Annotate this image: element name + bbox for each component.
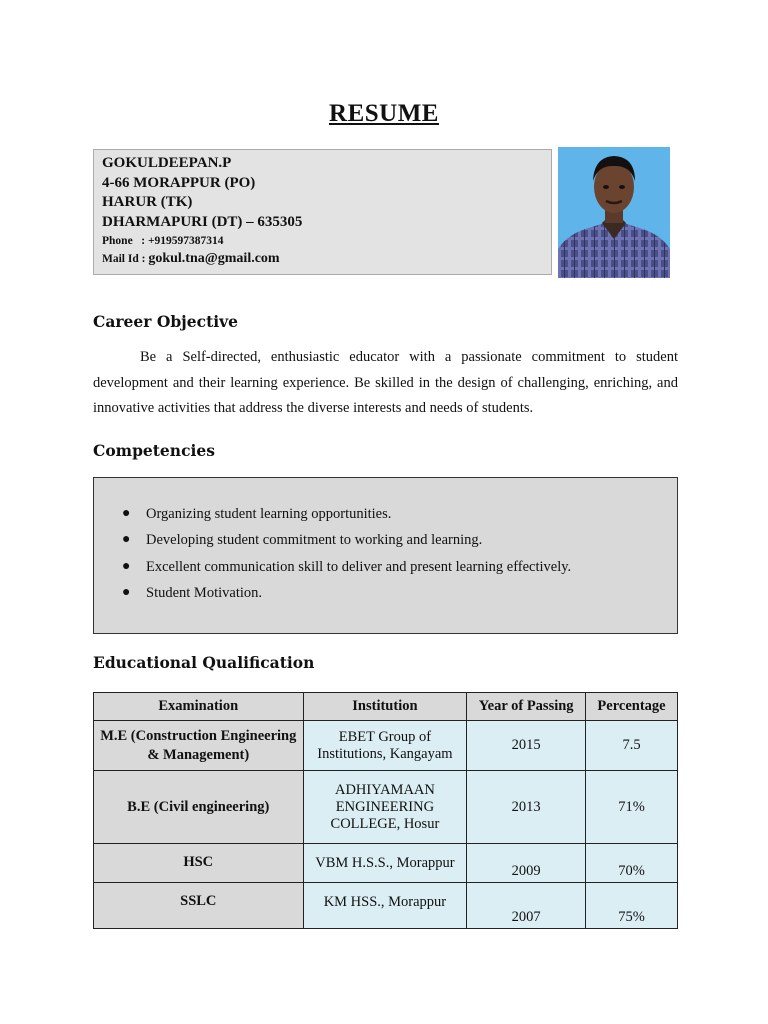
year-cell: 2007 xyxy=(467,883,586,929)
competencies-box xyxy=(93,477,678,634)
address-line-3: DHARMAPURI (DT) – 635305 xyxy=(102,213,303,230)
list-item: ● Organizing student learning opportunities. xyxy=(94,501,571,527)
percentage-cell: 71% xyxy=(586,771,678,844)
header-year: Year of Passing xyxy=(467,693,586,721)
career-objective-text xyxy=(93,345,678,422)
education-table xyxy=(93,692,678,929)
header-institution: Institution xyxy=(303,693,467,721)
institution-cell: ADHIYAMAAN ENGINEERING COLLEGE, Hosur xyxy=(303,771,467,844)
career-objective-heading: Career Objective xyxy=(93,312,238,331)
exam-cell: HSC xyxy=(94,844,304,883)
exam-cell: M.E (Construction Engineering & Management) xyxy=(94,721,304,771)
percentage-cell: 75% xyxy=(586,883,678,929)
address-line-1: 4-66 MORAPPUR (PO) xyxy=(102,174,256,191)
competencies-heading: Competencies xyxy=(93,441,215,460)
bullet-icon: ● xyxy=(122,584,131,600)
mail-value: gokul.tna@gmail.com xyxy=(148,251,280,266)
phone-value: +919597387314 xyxy=(148,235,224,247)
profile-photo xyxy=(558,147,670,278)
header-percentage: Percentage xyxy=(586,693,678,721)
header-examination: Examination xyxy=(94,693,304,721)
table-header-row xyxy=(94,693,678,721)
year-cell: 2015 xyxy=(467,721,586,771)
resume-title: RESUME xyxy=(329,100,439,127)
institution-cell: VBM H.S.S., Morappur xyxy=(303,844,467,883)
list-item: ● Student Motivation. xyxy=(94,580,571,606)
table-row xyxy=(94,844,678,883)
phone-label: Phone : xyxy=(102,235,146,247)
bullet-icon: ● xyxy=(122,532,131,548)
mail-label: Mail Id : xyxy=(102,253,146,265)
competencies-list xyxy=(94,501,571,606)
exam-cell: B.E (Civil engineering) xyxy=(94,771,304,844)
address-line-2: HARUR (TK) xyxy=(102,194,193,210)
percentage-cell: 7.5 xyxy=(586,721,678,771)
table-row xyxy=(94,883,678,929)
year-cell: 2009 xyxy=(467,844,586,883)
table-row xyxy=(94,771,678,844)
list-item: ● Developing student commitment to working and learning. xyxy=(94,527,571,553)
bullet-icon: ● xyxy=(122,558,131,574)
year-cell: 2013 xyxy=(467,771,586,844)
list-item: ● Excellent communication skill to deliver and present learning effectively. xyxy=(94,554,571,580)
institution-cell: EBET Group of Institutions, Kangayam xyxy=(303,721,467,771)
institution-cell: KM HSS., Morappur xyxy=(303,883,467,929)
table-row xyxy=(94,721,678,771)
career-objective-paragraph: Be a Self-directed, enthusiastic educator with a passionate commitment to student development and their learning experience. Be skilled in the design of challenging, enriching, and innovative activities that address the diverse interests and needs of students. xyxy=(93,349,678,416)
percentage-cell: 70% xyxy=(586,844,678,883)
phone-row xyxy=(102,232,543,250)
bullet-icon: ● xyxy=(122,506,131,521)
mail-row xyxy=(102,250,543,268)
profile-photo-image xyxy=(558,147,670,278)
candidate-name: GOKULDEEPAN.P xyxy=(102,155,232,171)
contact-box xyxy=(93,149,552,275)
exam-cell: SSLC xyxy=(94,883,304,929)
education-heading: Educational Qualification xyxy=(93,653,315,672)
